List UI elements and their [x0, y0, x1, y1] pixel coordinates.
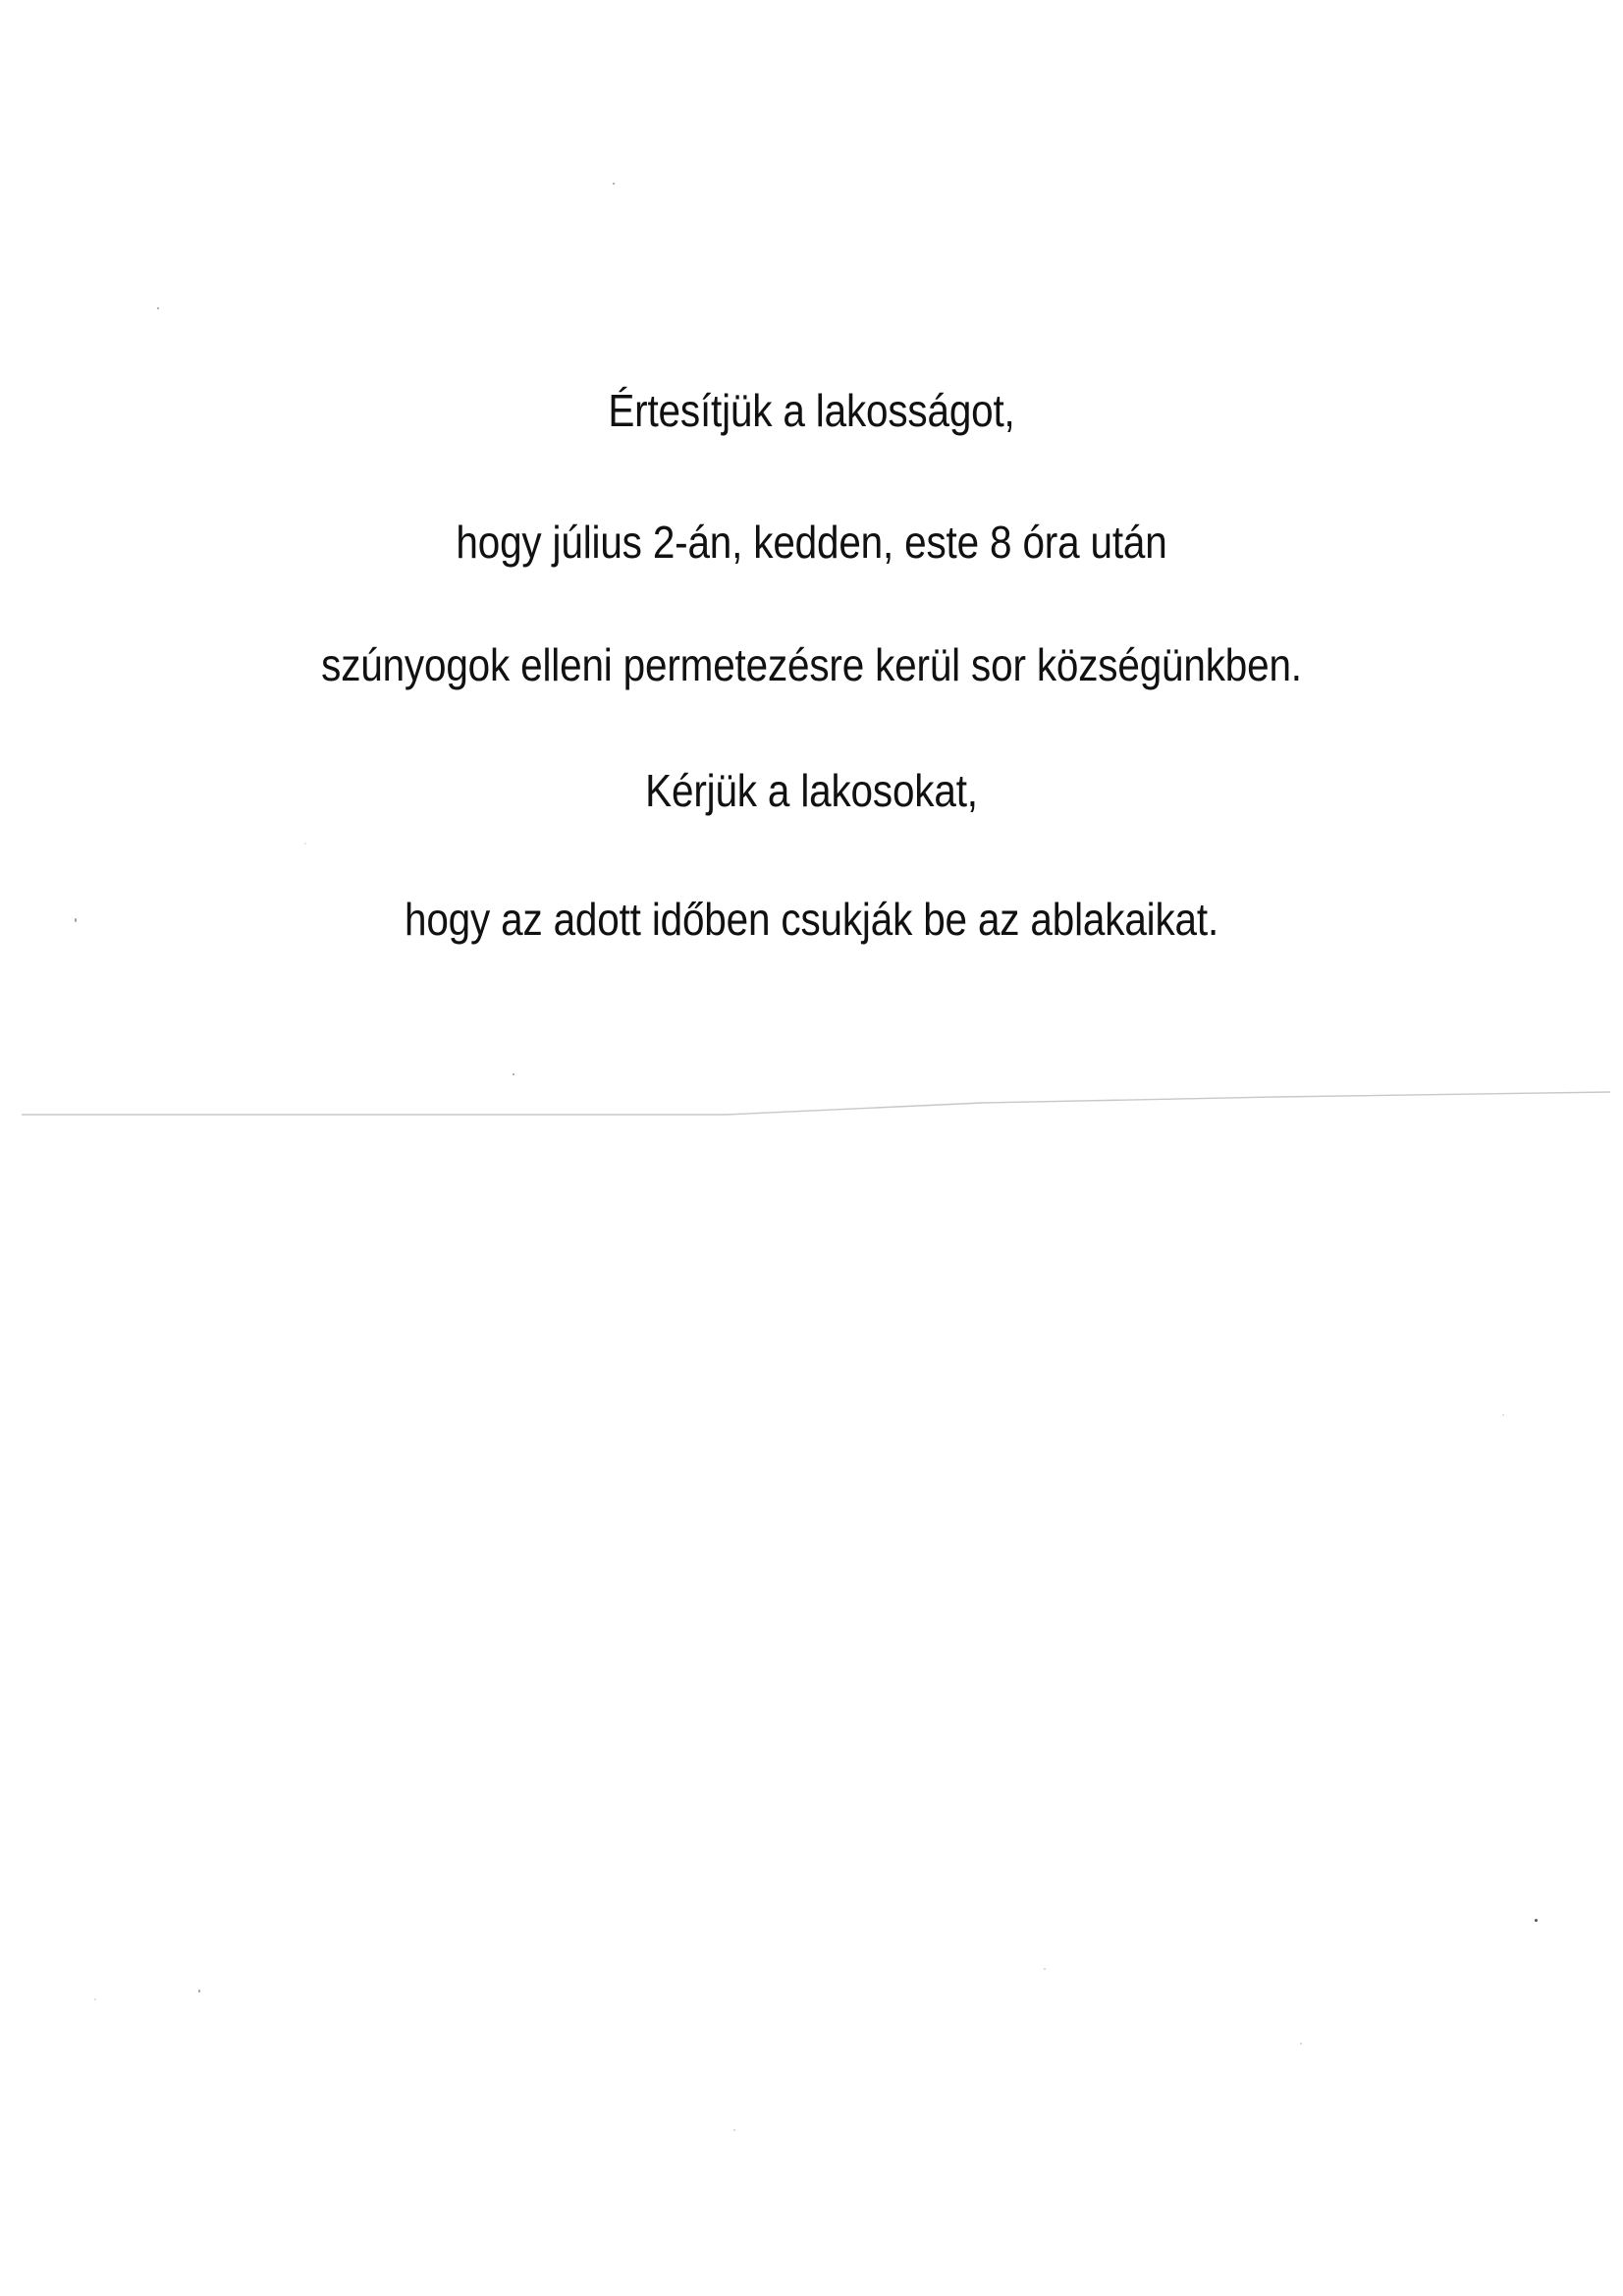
scan-speck [613, 183, 615, 185]
notice-line-4: Kérjük a lakosokat, [645, 765, 978, 816]
scan-speck [157, 307, 159, 309]
scan-speck [198, 1990, 200, 1993]
paper-fold-line [0, 1080, 1623, 1120]
scan-speck [94, 1998, 96, 2000]
notice-line-1: Értesítjük a lakosságot, [608, 385, 1015, 436]
scan-speck [1300, 2043, 1302, 2045]
scan-speck [1502, 1414, 1504, 1416]
notice-line-2: hogy július 2-án, kedden, este 8 óra után [456, 517, 1167, 568]
scan-speck [1535, 1919, 1538, 1922]
scan-speck [1044, 1968, 1046, 1970]
scan-speck [513, 1073, 514, 1075]
scan-speck [733, 2129, 735, 2131]
scan-speck [75, 918, 77, 922]
scan-speck [304, 843, 306, 845]
notice-line-3: szúnyogok elleni permetezésre kerül sor községünkben. [321, 639, 1302, 690]
notice-line-5: hogy az adott időben csukják be az ablakaikat. [404, 894, 1219, 945]
